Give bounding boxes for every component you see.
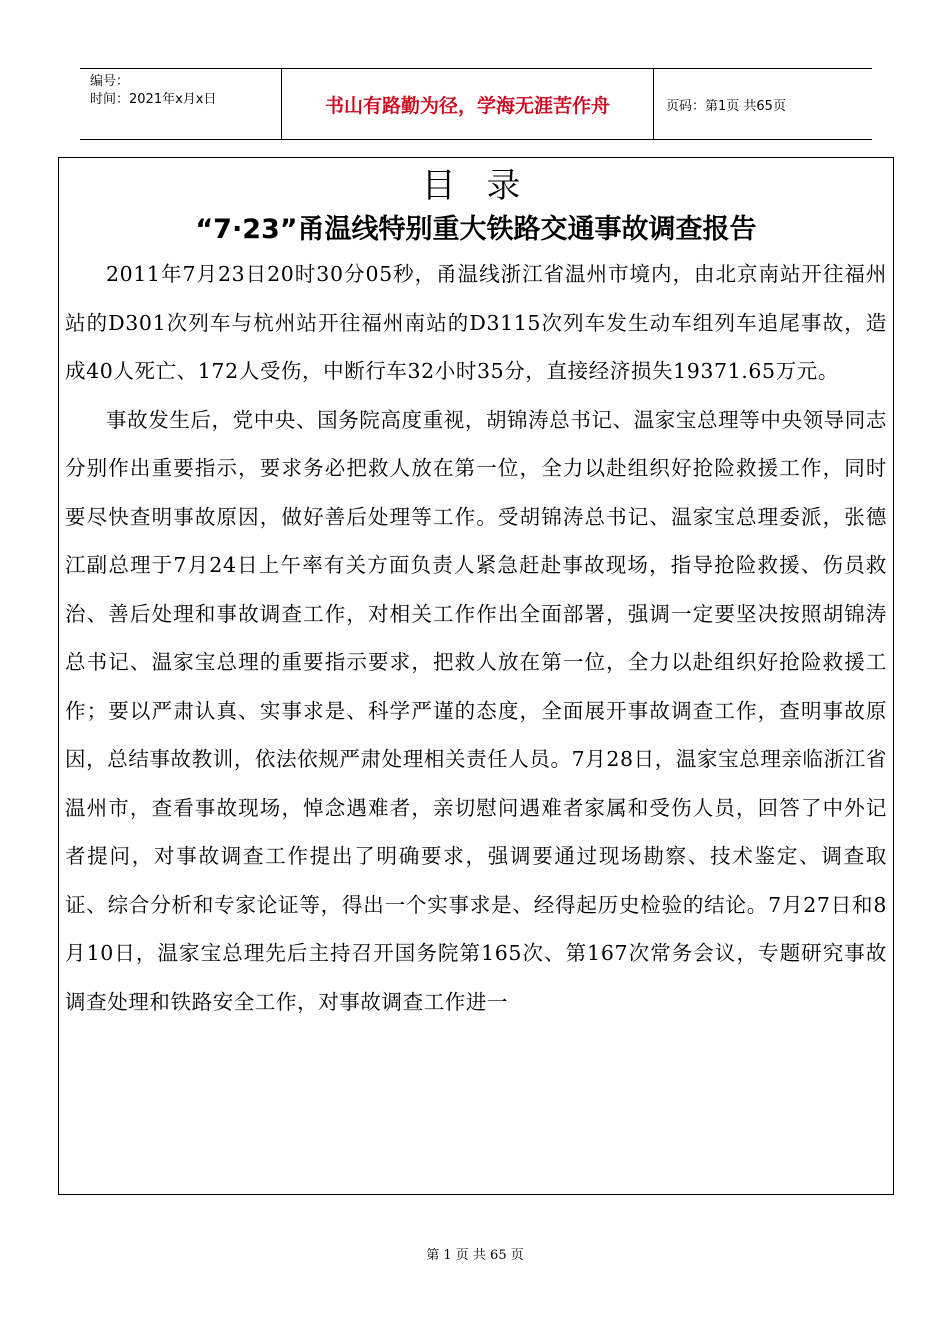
header-motto: 书山有路勤为径，学海无涯苦作舟 <box>282 69 654 139</box>
document-subtitle: “7·23”甬温线特别重大铁路交通事故调查报告 <box>195 214 757 245</box>
document-time-label: 时间：2021年x月x日 <box>90 92 217 107</box>
document-title: 目 录 <box>421 166 531 206</box>
header-meta-cell <box>80 69 282 139</box>
page-footer: 第 1 页 共 65 页 <box>426 1248 524 1263</box>
paragraph: 2011年7月23日20时30分05秒，甬温线浙江省温州市境内，由北京南站开往福州站的D301次列车与杭州站开往福州南站的D3115次列车发生动车组列车追尾事故，造成40人死亡、172人受伤，中断行车32小时35分，直接经济损失19371.65万元。 <box>65 262 887 383</box>
document-number-label: 编号： <box>90 74 130 89</box>
paragraph: 事故发生后，党中央、国务院高度重视，胡锦涛总书记、温家宝总理等中央领导同志分别作出重要指示，要求务必把救人放在第一位，全力以赴组织好抢险救援工作，同时要尽快查明事故原因，做好善后处理等工作。受胡锦涛总书记、温家宝总理委派，张德江副总理于7月24日上午率有关方面负责人紧急赶赴事故现场，指导抢险救援、伤员救治、善后处理和事故调查工作，对相关工作作出全面部署，强调一定要坚决按照胡锦涛总书记、温家宝总理的重要指示要求，把救人放在第一位，全力以赴组织好抢险救援工作；要以严肃认真、实事求是、科学严谨的态度，全面展开事故调查工作，查明事故原因，总结事故教训，依法依规严肃处理相关责任人员。7月28日，温家宝总理亲临浙江省温州市，查看事故现场，悼念遇难者，亲切慰问遇难者家属和受伤人员，回答了中外记者提问，对事故调查工作提出了明确要求，强调要通过现场勘察、技术鉴定、调查取证、综合分析和专家论证等，得出一个实事求是、经得起历史检验的结论。7月27日和8月10日，温家宝总理先后主持召开国务院第165次、第167次常务会议，专题研究事故调查处理和铁路安全工作，对事故调查工作进一 <box>65 407 887 1014</box>
page-header <box>80 68 872 140</box>
document-body <box>58 157 894 1195</box>
header-page-info: 页码：第1页 共65页 <box>666 98 786 114</box>
